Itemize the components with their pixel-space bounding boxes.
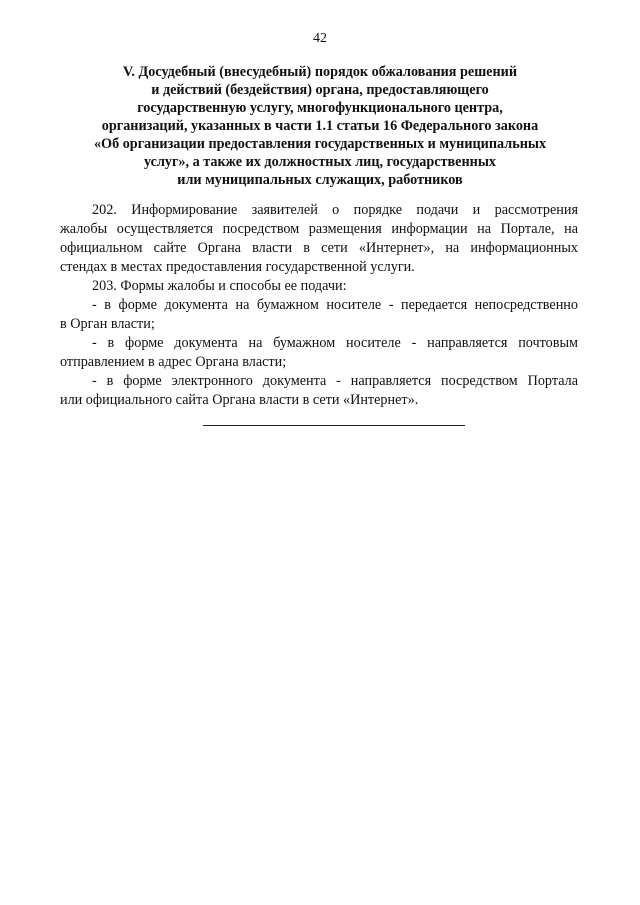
heading-line: государственную услугу, многофункционального центра,: [137, 100, 503, 116]
text-line: в Орган власти;: [60, 316, 155, 332]
text-line: жалобы осуществляется посредством размещения информации на Портале, на: [60, 221, 578, 237]
text-line: 203. Формы жалобы и способы ее подачи:: [92, 278, 347, 294]
text-line: - в форме электронного документа - направляется посредством Портала: [92, 373, 578, 389]
paragraph-203: [60, 277, 578, 296]
separator-line: [203, 425, 465, 426]
heading-line: организаций, указанных в части 1.1 статьи 16 Федерального закона: [101, 118, 539, 134]
list-item-electronic: [60, 372, 578, 410]
text-line: официальном сайте Органа власти в сети «Интернет», на информационных: [60, 240, 578, 256]
heading-line: и действий (бездействия) органа, предоставляющего: [151, 82, 489, 98]
heading-line: услуг», а также их должностных лиц, государственных: [143, 154, 496, 170]
text-line: или официального сайта Органа власти в сети «Интернет».: [60, 392, 419, 408]
heading-line: «Об организации предоставления государственных и муниципальных: [93, 136, 547, 152]
heading-line: V. Досудебный (внесудебный) порядок обжалования решений: [123, 64, 517, 80]
text-line: - в форме документа на бумажном носителе - направляется почтовым: [92, 335, 578, 351]
section-heading: [70, 63, 570, 189]
paragraph-202: [60, 201, 578, 277]
page-number: 42: [313, 31, 327, 46]
list-item-paper-post: [60, 334, 578, 372]
text-line: 202. Информирование заявителей о порядке подачи и рассмотрения: [92, 202, 578, 218]
text-line: - в форме документа на бумажном носителе - передается непосредственно: [92, 297, 578, 313]
text-line: отправлением в адрес Органа власти;: [60, 354, 287, 370]
text-line: стендах в местах предоставления государственной услуги.: [60, 259, 415, 275]
list-item-paper-direct: [60, 296, 578, 334]
document-body: [60, 201, 578, 410]
heading-line: или муниципальных служащих, работников: [177, 172, 463, 188]
